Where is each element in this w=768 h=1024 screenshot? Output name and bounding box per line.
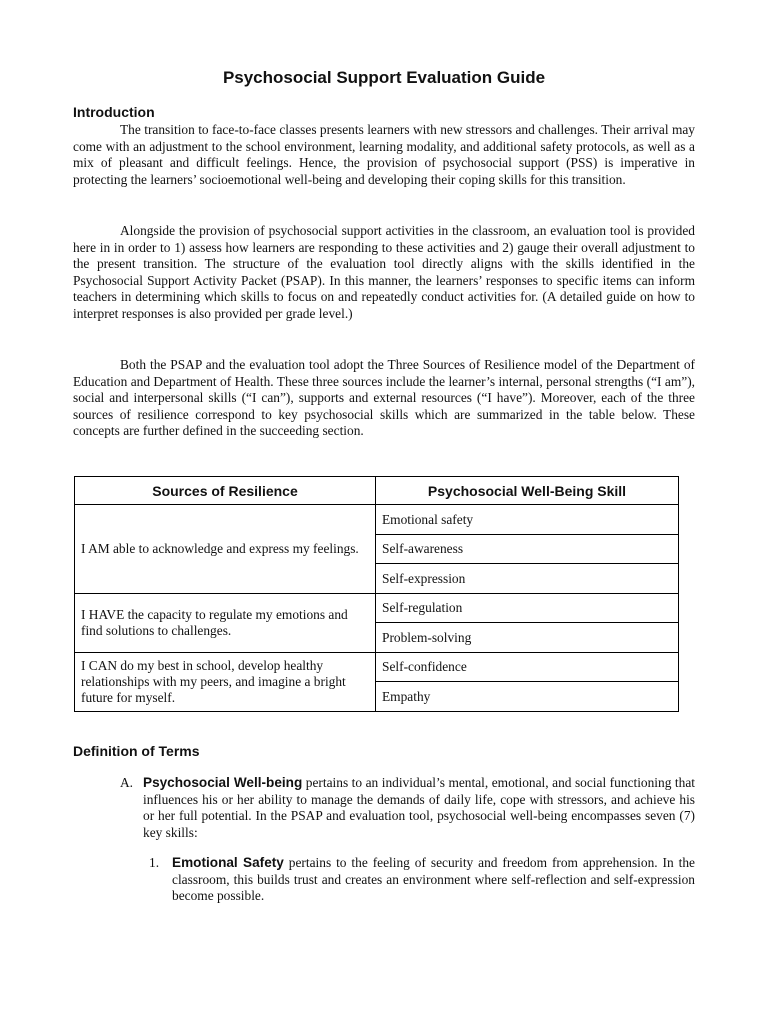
table-header-row xyxy=(75,477,679,505)
source-i-can: I CAN do my best in school, develop healthy relationships with my peers, and imagine a bright future for myself. xyxy=(75,652,376,711)
term-psychosocial-well-being: Psychosocial Well-being xyxy=(143,775,303,790)
definition-1 xyxy=(172,855,695,905)
skill-cell: Self-awareness xyxy=(376,534,679,564)
table-row xyxy=(75,593,679,623)
table-row xyxy=(75,505,679,535)
intro-paragraph-3: Both the PSAP and the evaluation tool adopt the Three Sources of Resilience model of the Department of Education and Department of Health. These three sources include the learner’s internal, personal strengths (“I am”), social and interpersonal skills (“I can”), supports and external resources (“I have”). Moreover, each of the three sources of resilience correspond to key psychosocial skills which are summarized in the table below. These concepts are further defined in the succeeding section. xyxy=(73,357,695,438)
page-title: Psychosocial Support Evaluation Guide xyxy=(222,68,546,87)
skill-cell: Problem-solving xyxy=(376,623,679,653)
skill-cell: Self-confidence xyxy=(376,652,679,682)
resilience-table xyxy=(74,476,679,712)
introduction-heading: Introduction xyxy=(73,104,155,120)
skill-cell: Self-expression xyxy=(376,564,679,594)
skill-cell: Emotional safety xyxy=(376,505,679,535)
skill-cell: Self-regulation xyxy=(376,593,679,623)
source-i-have: I HAVE the capacity to regulate my emotions and find solutions to challenges. xyxy=(75,593,376,652)
table-row xyxy=(75,652,679,682)
definition-a-text: pertains to an individual’s mental, emotional, and social functioning that influences his or her ability to manage the demands of daily life, cope with stressors, and achieve his or her full potential. In the PSAP and evaluation tool, psychosocial well-being encompasses seven (7) key skills: xyxy=(143,775,695,840)
column-header-skill: Psychosocial Well-Being Skill xyxy=(376,477,679,505)
skill-cell: Empathy xyxy=(376,682,679,712)
term-emotional-safety: Emotional Safety xyxy=(172,855,284,870)
list-marker-1: 1. xyxy=(149,855,160,870)
definition-a xyxy=(143,775,695,841)
intro-paragraph-1: The transition to face-to-face classes presents learners with new stressors and challenges. Their arrival may come with an adjustment to the school environment, learning modality, and additional safety protocols, as well as a mix of pleasant and difficult feelings. Hence, the provision of psychosocial support (PSS) is imperative in protecting the learners’ socioemotional well-being and developing their coping skills for this transition. xyxy=(73,122,695,187)
definition-1-text: pertains to the feeling of security and freedom from apprehension. In the classroom, this builds trust and creates an environment where self-reflection and self-expression become possible. xyxy=(172,855,695,903)
source-i-am: I AM able to acknowledge and express my feelings. xyxy=(75,505,376,594)
definitions-heading: Definition of Terms xyxy=(73,743,200,759)
intro-paragraph-2: Alongside the provision of psychosocial support activities in the classroom, an evaluation tool is provided here in in order to 1) assess how learners are responding to these activities and 2) gauge their overall adjustment to the present transition. The structure of the evaluation tool directly aligns with the skills identified in the Psychosocial Support Activity Packet (PSAP). In this manner, the learners’ responses to specific items can inform teachers in determining which skills to focus on and repeatedly conduct activities for. (A detailed guide on how to interpret responses is also provided per grade level.) xyxy=(73,223,695,321)
list-marker-a: A. xyxy=(120,775,134,790)
column-header-sources: Sources of Resilience xyxy=(75,477,376,505)
